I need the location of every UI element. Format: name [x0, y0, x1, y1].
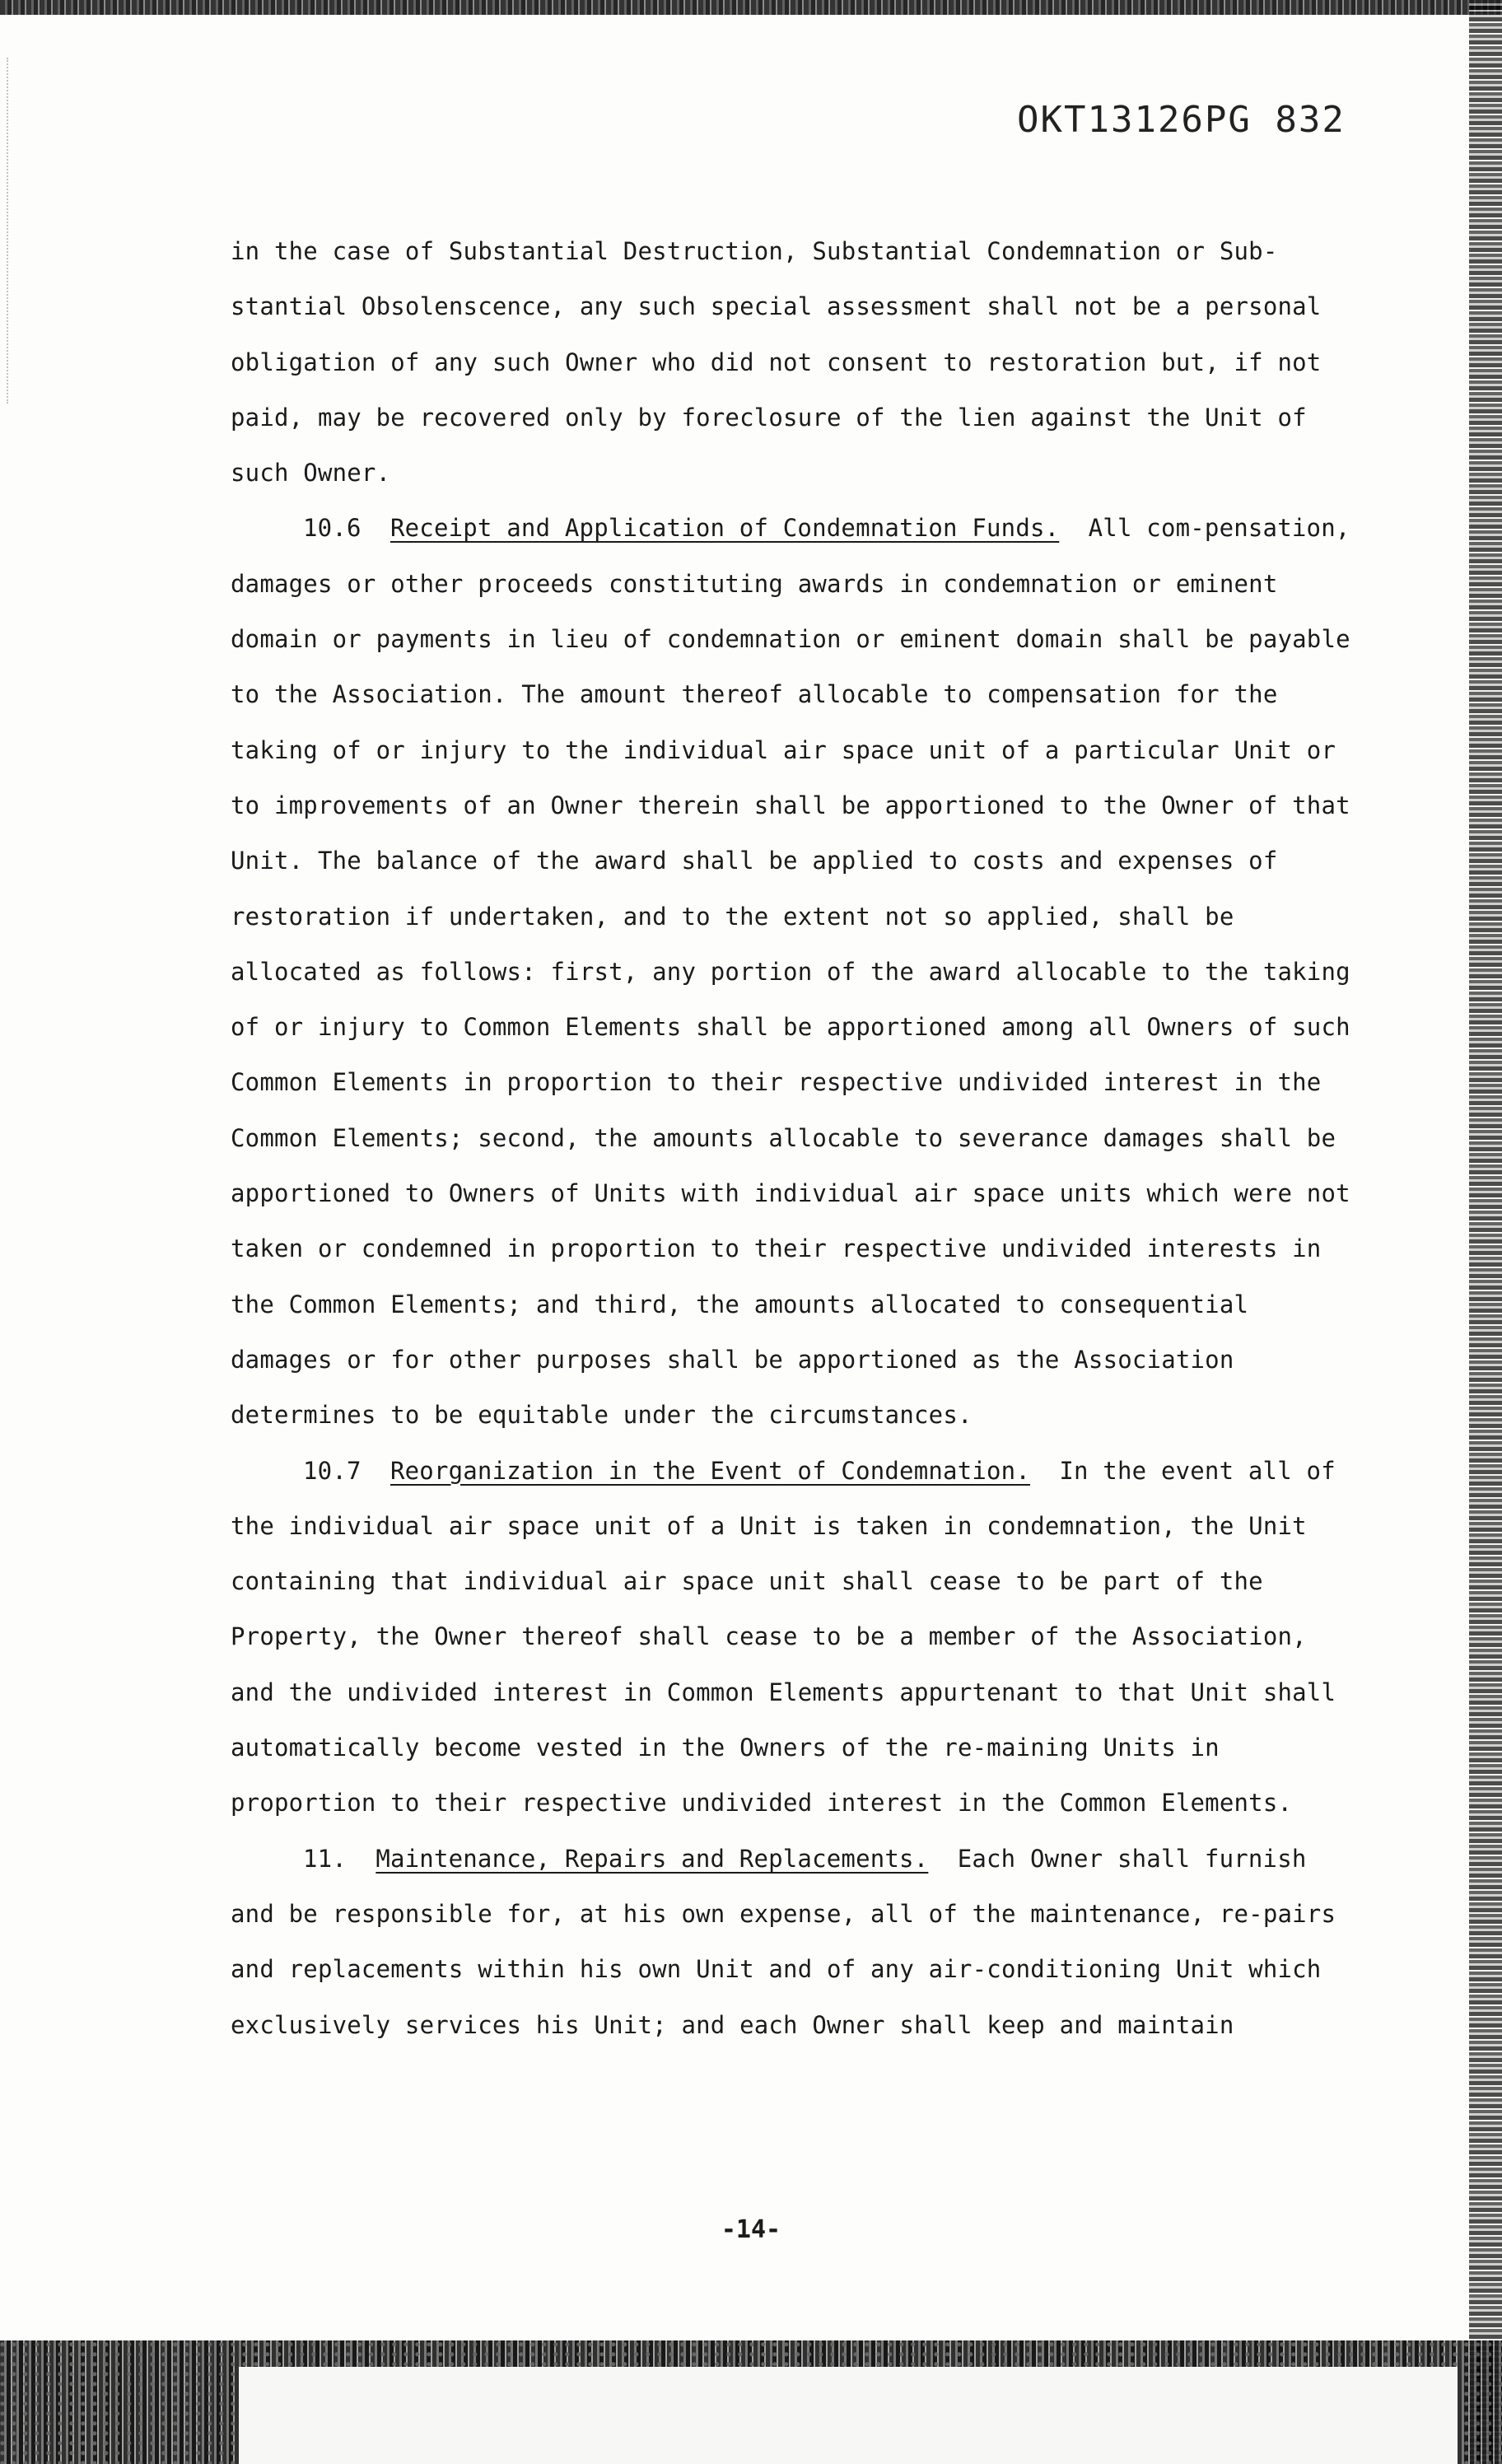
section-heading: Maintenance, Repairs and Replacements. — [376, 1844, 929, 1873]
section-text: All com-pensation, damages or other proceeds constituting awards in condemnation or eminent domain or payments in lieu of condemnation or eminent domain shall be payable to the Association. The amount thereof allocable to compensation for the taking of or injury to the individual air space unit of a particular Unit or to improvements of an Owner therein shall be apportioned to the Owner of that Unit. The balance of the award shall be applied to costs and expenses of restoration if undertaken, and to the extent not so applied, shall be allocated as follows: first, any portion of the award allocable to the taking of or injury to Common Elements shall be apportioned among all Owners of such Common Elements in proportion to their respective undivided interest in the Common Elements; second, the amounts allocable to severance damages shall be apportioned to Owners of Units with individual air space units which were not taken or condemned in proportion to their respective undivided interests in the Common Elements; and third, the amounts allocated to consequential damages or for other purposes shall be apportioned as the Association determines to be equitable under the circumstances. — [231, 514, 1350, 1430]
paragraph-continuation: in the case of Substantial Destruction, Substantial Condemnation or Sub-stantial Obsolenscence, any such special assessment shall not be a personal obligation of any such Owner who did not consent to restoration but, if not paid, may be recovered only by foreclosure of the lien against the Unit of such Owner. — [231, 237, 1322, 488]
section-number: 10.6 — [303, 514, 362, 543]
scan-edge-right — [1469, 0, 1502, 2464]
section-10-6 — [231, 501, 1350, 1443]
section-heading: Receipt and Application of Condemnation Funds. — [389, 514, 1060, 543]
scan-bottom-gap — [239, 2367, 1458, 2464]
section-number: 10.7 — [303, 1456, 362, 1485]
section-10-7 — [231, 1444, 1350, 1832]
section-text: In the event all of the individual air space unit of a Unit is taken in condemnation, the Unit containing that individual air space unit shall cease to be part of the Property, the Owner thereof shall cease to be a member of the Association, and the undivided interest in Common Elements appurtenant to that Unit shall automatically become vested in the Owners of the re-maining Units in proportion to their respective undivided interest in the Common Elements. — [231, 1456, 1336, 1818]
section-heading: Reorganization in the Event of Condemnation. — [389, 1456, 1030, 1485]
scan-marks-left — [7, 58, 33, 404]
document-body — [231, 224, 1350, 2053]
section-number: 11. — [303, 1844, 347, 1873]
document-number: OKT13126PG 832 — [1017, 99, 1346, 141]
section-11 — [231, 1832, 1350, 2053]
section-text: Each Owner shall furnish and be responsible for, at his own expense, all of the maintenance, re-pairs and replacements within his own Unit and of any air-conditioning Unit which exclusively services his Unit; and each Owner shall keep and maintain — [231, 1844, 1336, 2039]
scan-edge-top — [0, 0, 1502, 15]
page-number: -14- — [721, 2215, 781, 2244]
